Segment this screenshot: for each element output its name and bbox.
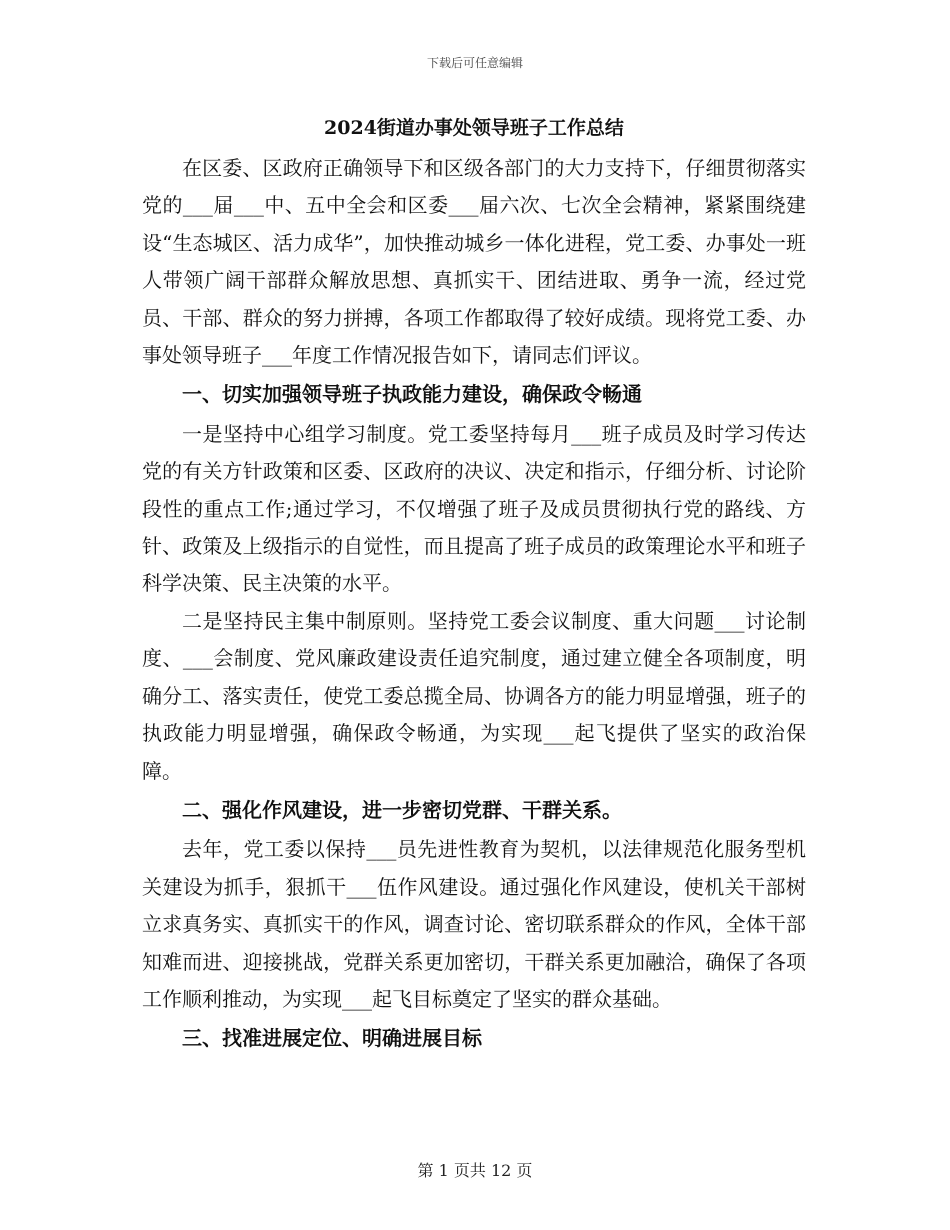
body-paragraph: 二是坚持民主集中制原则。坚持党工委会议制度、重大问题___讨论制度、___会制度、党风廉政建设责任追究制度，通过建立健全各项制度，明确分工、落实责任，使党工委总揽全局、协调各方的能力明显增强，班子的执政能力明显增强，确保政令畅通，为实现___起飞提供了坚实的政治保障。 [142,608,806,783]
header-note: 下载后可任意编辑 [426,56,523,70]
intro-paragraph: 在区委、区政府正确领导下和区级各部门的大力支持下，仔细贯彻落实党的___届___中、五中全会和区委___届六次、七次全会精神，紧紧围绕建设“生态城区、活力成华”，加快推动城乡一体化进程，党工委、办事处一班人带领广阔干部群众解放思想、真抓实干、团结进取、勇争一流，经过党员、干部、群众的努力拼搏，各项工作都取得了较好成绩。现将党工委、办事处领导班子___年度工作情况报告如下，请同志们评议。 [142,156,806,368]
page-footer: 第 1 页共 12 页 [417,1161,533,1180]
body-paragraph: 去年，党工委以保持___员先进性教育为契机，以法律规范化服务型机关建设为抓手，狠抓干___伍作风建设。通过强化作风建设，使机关干部树立求真务实、真抓实干的作风，调查讨论、密切联系群众的作风，全体干部知难而进、迎接挑战，党群关系更加密切，干群关系更加融洽，确保了各项工作顺利推动，为实现___起飞目标奠定了坚实的群众基础。 [142,837,806,1011]
document-body [142,112,806,1060]
section-heading-2: 二、强化作风建设，进一步密切党群、干群关系。 [182,797,622,822]
body-paragraph: 一是坚持中心组学习制度。党工委坚持每月___班子成员及时学习传达党的有关方针政策和区委、区政府的决议、决定和指示，仔细分析、讨论阶段性的重点工作;通过学习，不仅增强了班子及成员贯彻执行党的路线、方针、政策及上级指示的自觉性，而且提高了班子成员的政策理论水平和班子科学决策、民主决策的水平。 [142,421,806,596]
section-heading-3: 三、找准进展定位、明确进展目标 [182,1026,482,1051]
document-title: 2024街道办事处领导班子工作总结 [324,117,624,139]
section-heading-1: 一、切实加强领导班子执政能力建设，确保政令畅通 [182,382,642,407]
